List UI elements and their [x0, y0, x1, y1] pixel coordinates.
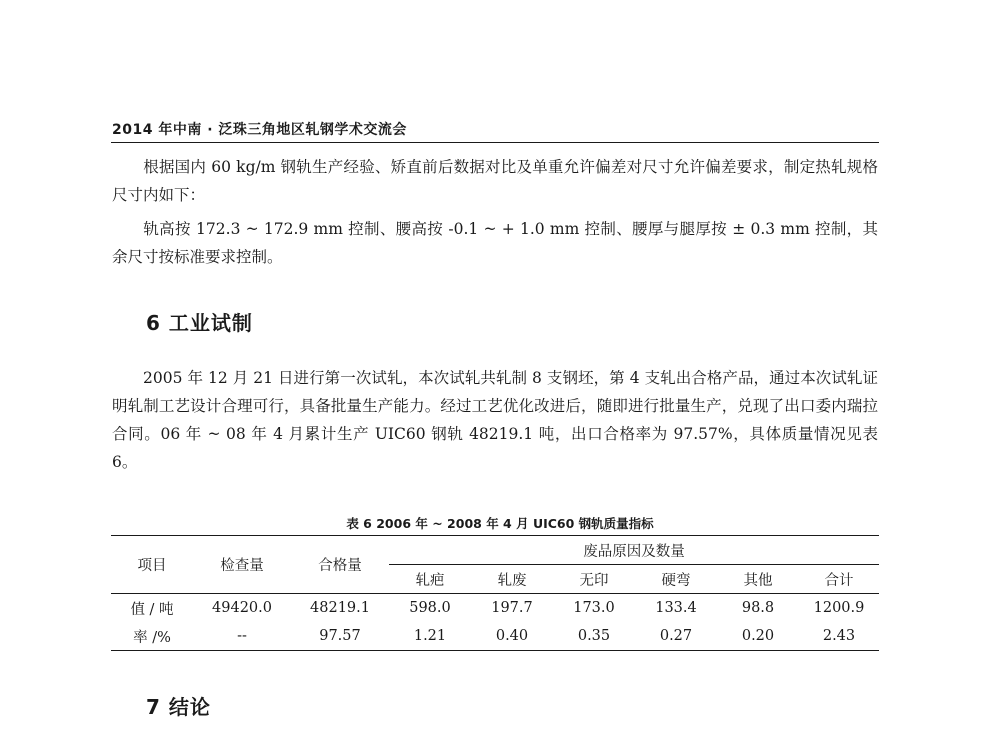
paragraph-spec-text: 根据国内 60 kg/m 钢轨生产经验、矫直前后数据对比及单重允许偏差对尺寸允许偏差要求，制定热轧规格尺寸内如下：	[112, 158, 878, 204]
table-caption: 表 6 2006 年 ~ 2008 年 4 月 UIC60 钢轨质量指标	[346, 516, 654, 531]
header-sub-scab: 轧疤	[389, 565, 471, 594]
header-item: 项目	[111, 536, 193, 594]
quality-table	[111, 535, 879, 651]
header-sub-scrap: 轧废	[471, 565, 553, 594]
table-cell: 98.8	[741, 600, 775, 616]
table-cell: 值 / 吨	[130, 601, 174, 618]
table-row	[111, 622, 879, 651]
header-qualified: 合格量	[291, 536, 389, 594]
table-cell: 0.35	[553, 622, 635, 651]
conference-header: 2014 年中南 · 泛珠三角地区轧钢学术交流会	[112, 122, 407, 138]
table-cell: --	[193, 622, 291, 651]
table-cell: 2.43	[799, 622, 879, 651]
table-cell: 1.21	[389, 622, 471, 651]
table-cell: 49420.0	[212, 600, 272, 616]
table-row	[111, 594, 879, 623]
table-cell: 97.57	[291, 622, 389, 651]
section-heading-6: 6 工业试制	[146, 311, 253, 335]
paragraph-trial	[112, 364, 878, 476]
table-cell: 0.27	[635, 622, 717, 651]
header-sub-nomark: 无印	[553, 565, 635, 594]
table-cell: 48219.1	[310, 600, 370, 616]
header-inspected: 检查量	[193, 536, 291, 594]
table-cell: 0.20	[717, 622, 799, 651]
table-cell: 133.4	[655, 600, 697, 616]
table-cell: 0.40	[471, 622, 553, 651]
paragraph-tolerance-text: 轨高按 172.3 ~ 172.9 mm 控制、腰高按 -0.1 ~ + 1.0 mm 控制、腰厚与腿厚按 ± 0.3 mm 控制，其余尺寸按标准要求控制。	[112, 220, 878, 266]
section-heading-7: 7 结论	[146, 695, 211, 719]
paragraph-spec	[112, 153, 878, 209]
table-cell: 598.0	[409, 600, 451, 616]
table-cell: 率 /%	[111, 622, 193, 651]
paragraph-trial-text: 2005 年 12 月 21 日进行第一次试轧，本次试轧共轧制 8 支钢坯，第 4 支轧出合格产品，通过本次试轧证明轧制工艺设计合理可行，具备批量生产能力。经过工艺优化改进后，随即进行批量生产，兑现了出口委内瑞拉合同。06 年 ~ 08 年 4 月累计生产 UIC60 钢轨 48219.1 吨，出口合格率为 97.57%，具体质量情况见表 6。	[112, 369, 878, 471]
table-cell: 173.0	[573, 600, 615, 616]
header-sub-other: 其他	[717, 565, 799, 594]
header-rule	[111, 142, 879, 143]
table-cell: 197.7	[491, 600, 533, 616]
header-sub-total: 合计	[799, 565, 879, 594]
header-sub-bend: 硬弯	[635, 565, 717, 594]
paragraph-tolerance	[112, 215, 878, 271]
header-defect-group: 废品原因及数量	[389, 536, 879, 565]
table-cell: 1200.9	[813, 600, 865, 616]
